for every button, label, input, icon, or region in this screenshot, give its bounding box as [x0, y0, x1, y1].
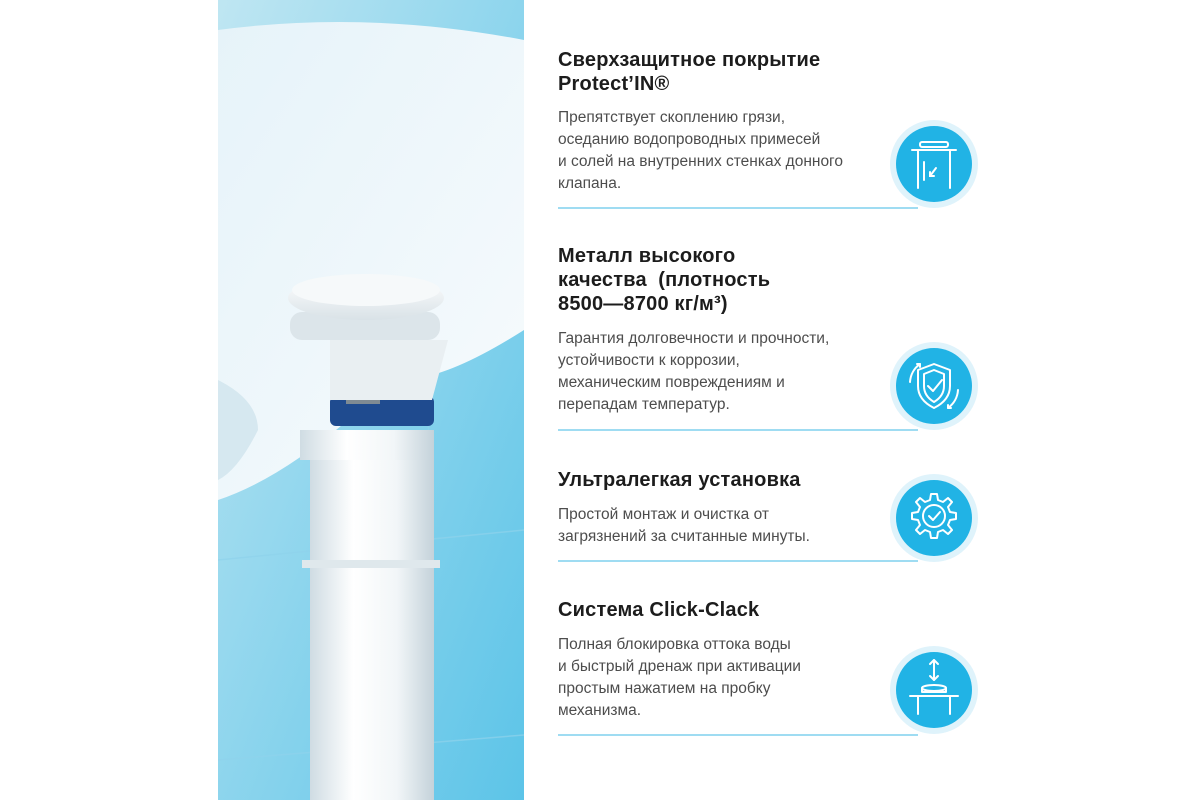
product-photo [218, 0, 524, 800]
feature-description [558, 504, 878, 548]
feature-title [558, 244, 988, 316]
feature-title-line: 8500—8700 кг/м³) [558, 293, 728, 315]
feature-desc-line: Препятствует скоплению грязи, [558, 109, 786, 126]
feature-desc-line: и солей на внутренних стенках донного [558, 153, 843, 170]
feature-description [558, 634, 878, 722]
feature-divider [558, 560, 918, 562]
feature-desc-line: загрязнений за считанные минуты. [558, 528, 810, 545]
feature-desc-line: Полная блокировка оттока воды [558, 636, 791, 653]
drain-valve-illustration [218, 0, 524, 800]
feature-desc-line: Простой монтаж и очистка от [558, 506, 769, 523]
gear-check-icon [890, 474, 978, 562]
feature-desc-line: механизма. [558, 702, 642, 719]
feature-divider [558, 207, 918, 209]
feature-title-line: качества (плотность [558, 269, 771, 291]
feature-divider [558, 734, 918, 736]
feature-desc-line: клапана. [558, 175, 622, 192]
feature-title [558, 598, 988, 622]
feature-description [558, 107, 878, 195]
feature-title-line: Металл высокого [558, 245, 736, 267]
feature-desc-line: простым нажатием на пробку [558, 680, 771, 697]
feature-divider [558, 429, 918, 431]
feature-desc-line: устойчивости к коррозии, [558, 352, 740, 369]
feature-desc-line: и быстрый дренаж при активации [558, 658, 801, 675]
feature-title-line: Protect’IN® [558, 73, 670, 95]
features-list [558, 0, 988, 800]
feature-desc-line: оседанию водопроводных примесей [558, 131, 821, 148]
feature-title [558, 48, 988, 96]
feature-desc-line: механическим повреждениям и [558, 374, 785, 391]
click-clack-valve-icon [890, 646, 978, 734]
feature-desc-line: Гарантия долговечности и прочности, [558, 330, 830, 347]
feature-title-line: Ультралегкая установка [558, 469, 801, 491]
shield-check-icon [890, 342, 978, 430]
feature-title-line: Система Click-Clack [558, 599, 760, 621]
feature-desc-line: перепадам температур. [558, 396, 730, 413]
feature-description [558, 328, 878, 416]
feature-title-line: Сверхзащитное покрытие [558, 49, 821, 71]
drain-valve-lines-icon [890, 120, 978, 208]
